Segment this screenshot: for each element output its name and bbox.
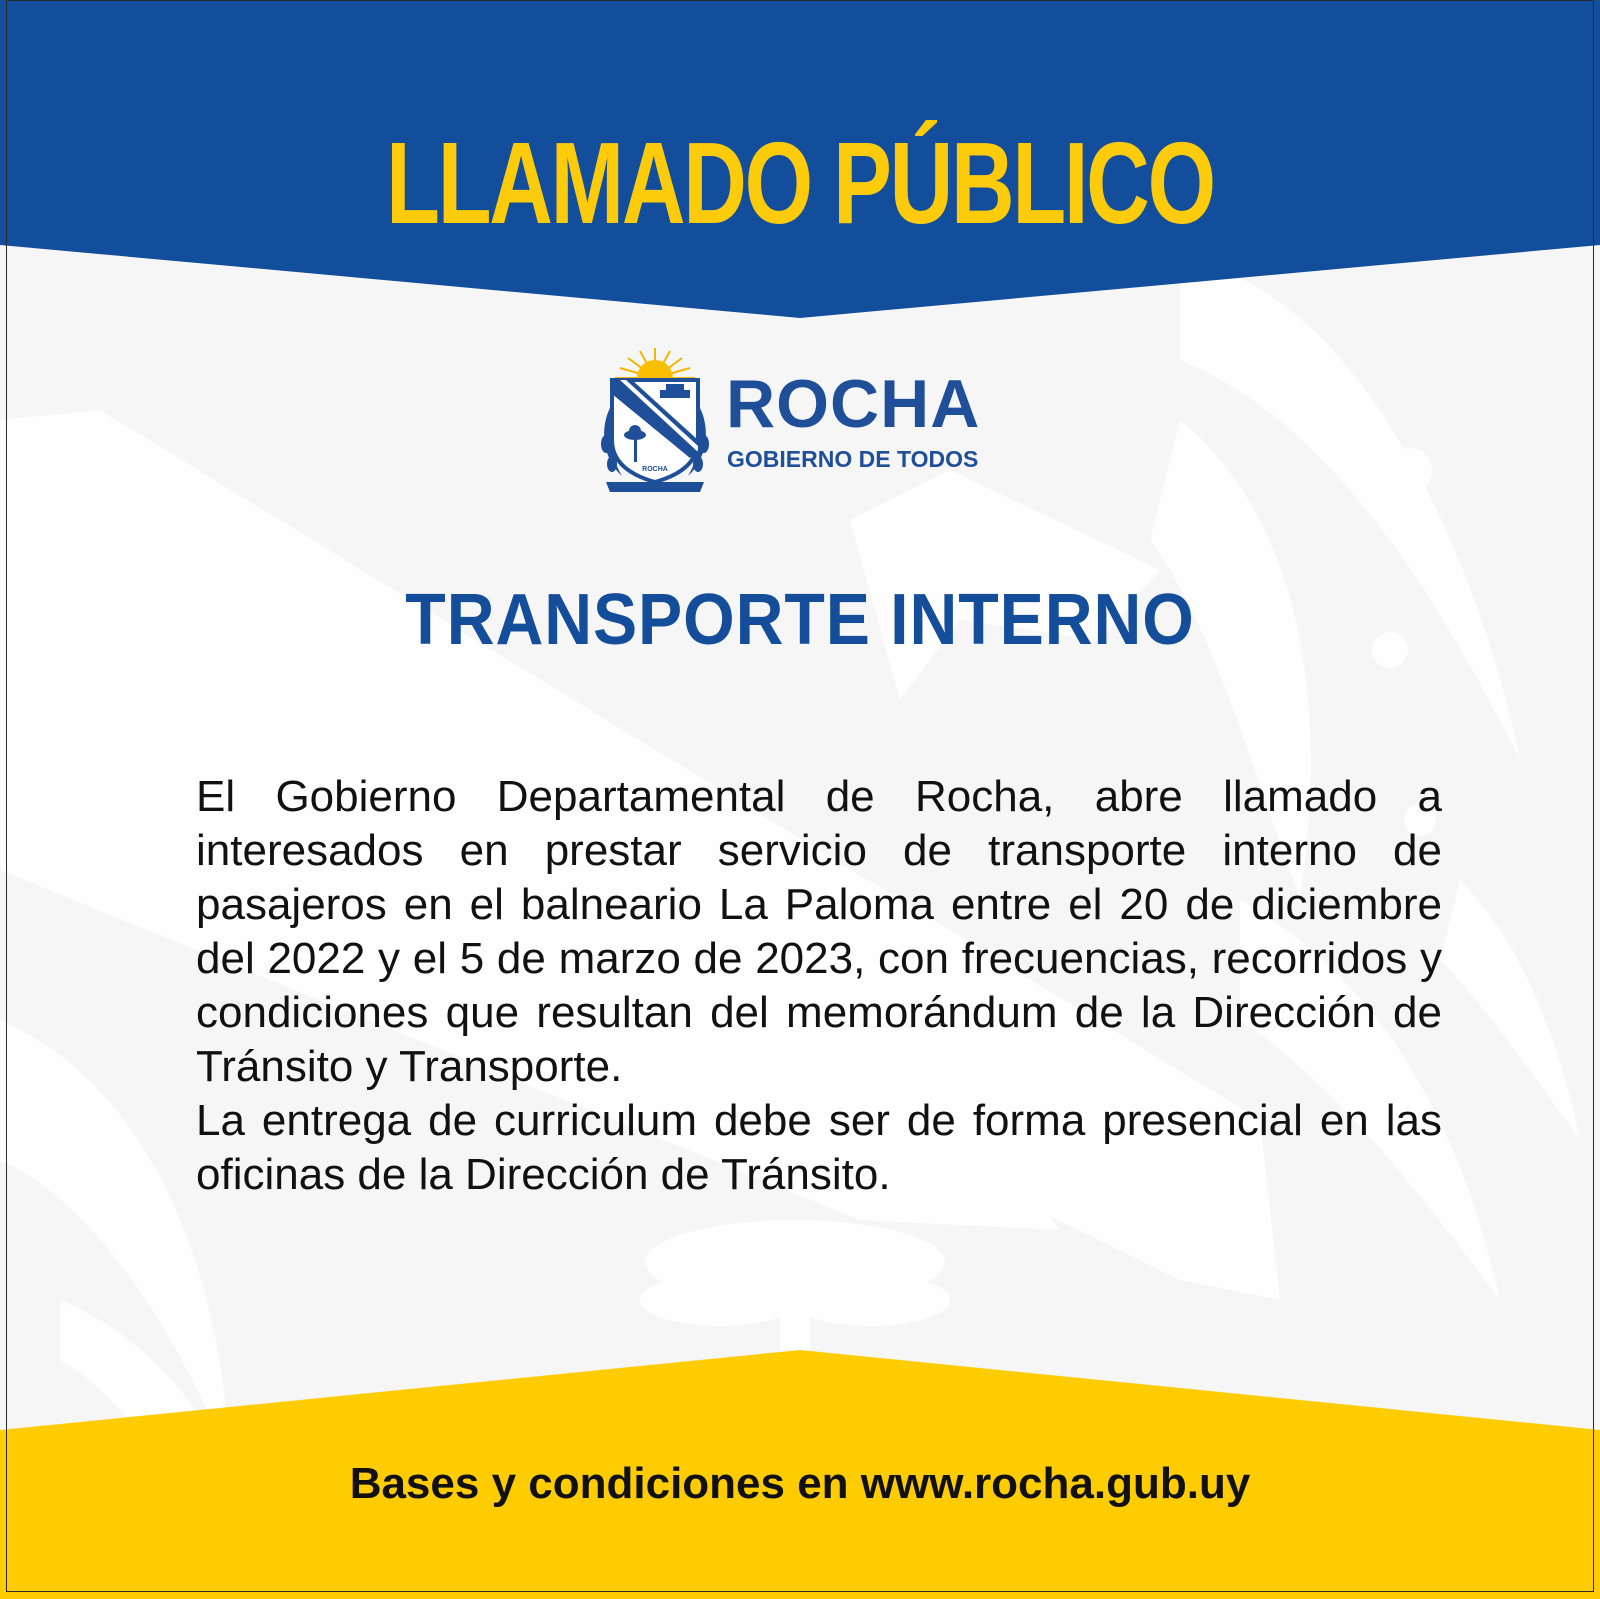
- emblem-text: ROCHA: [642, 466, 668, 473]
- section-title: TRANSPORTE INTERNO: [405, 580, 1195, 660]
- rocha-logo: [600, 348, 1020, 508]
- rocha-crest-icon: [600, 348, 710, 500]
- body-text: [196, 770, 1442, 1202]
- sun-icon: [615, 348, 695, 378]
- footer-text: Bases y condiciones en www.rocha.gub.uy: [349, 1459, 1251, 1508]
- body-paragraph-1: El Gobierno Departamental de Rocha, abre llamado a interesados en prestar servicio de transporte interno de pasajeros en el balneario La Paloma entre el 20 de diciembre del 2022 y el 5 de marzo de 2023, con frecuencias, recorridos y condiciones que resultan del memorándum de la Dirección de Tránsito y Transporte.: [196, 772, 1442, 1091]
- body-paragraph-2: La entrega de curriculum debe ser de forma presencial en las oficinas de la Dirección de Tránsito.: [196, 1096, 1442, 1199]
- logo-name: ROCHA: [726, 366, 981, 442]
- logo-tagline: GOBIERNO DE TODOS: [727, 446, 979, 472]
- header-title: LLAMADO PÚBLICO: [386, 118, 1214, 248]
